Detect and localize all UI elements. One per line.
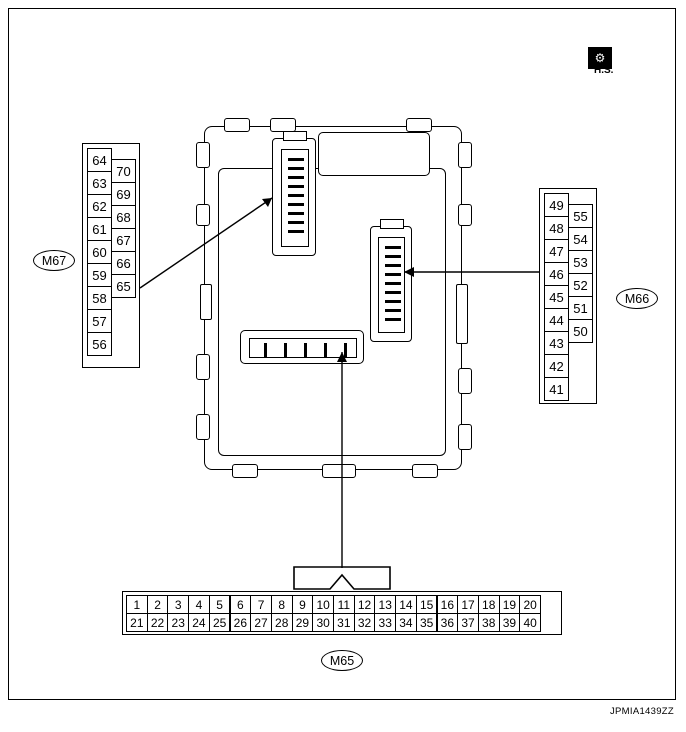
terminal-cell: 12: [354, 595, 376, 614]
terminal-cell: 35: [416, 613, 438, 632]
pin-slot: [344, 343, 347, 357]
terminal-cell: 69: [111, 182, 136, 206]
terminal-cell: 25: [209, 613, 231, 632]
pin-row: [288, 185, 304, 188]
terminal-cell: 50: [568, 319, 593, 343]
terminal-cell: 57: [87, 309, 112, 333]
pin-row: [385, 282, 401, 285]
terminal-cell: 3: [167, 595, 189, 614]
mount-tab: [196, 354, 210, 380]
terminal-cell: 60: [87, 240, 112, 264]
pin-row: [385, 264, 401, 267]
terminal-cell: 42: [544, 354, 569, 378]
ecu-top-panel: [318, 132, 430, 176]
connector-pin-area: [281, 149, 309, 247]
terminal-cell: 39: [499, 613, 521, 632]
terminal-cell: 63: [87, 171, 112, 195]
terminal-cell: 44: [544, 308, 569, 332]
pin-row: [385, 246, 401, 249]
pin-slot: [324, 343, 327, 357]
terminal-cell: 32: [354, 613, 376, 632]
hs-badge: [588, 47, 624, 79]
terminal-cell: 66: [111, 251, 136, 275]
terminal-cell: 16: [437, 595, 459, 614]
terminal-cell: 68: [111, 205, 136, 229]
pin-row: [288, 221, 304, 224]
mount-tab: [456, 284, 468, 344]
connector-port-m65: [240, 330, 364, 364]
harness-connector-glyph: ⚙: [594, 51, 606, 65]
connector-cap: [380, 219, 404, 229]
mount-tab: [232, 464, 258, 478]
terminal-cell: 47: [544, 239, 569, 263]
mount-tab: [412, 464, 438, 478]
terminal-cell: 19: [499, 595, 521, 614]
pin-row: [288, 212, 304, 215]
terminal-cell: 46: [544, 262, 569, 286]
terminal-table-m66: [539, 188, 597, 404]
terminal-cell: 21: [126, 613, 148, 632]
pin-row: [385, 255, 401, 258]
mount-tab: [322, 464, 356, 478]
terminal-cell: 61: [87, 217, 112, 241]
terminal-cell: 59: [87, 263, 112, 287]
terminal-cell: 51: [568, 296, 593, 320]
pin-row: [288, 176, 304, 179]
terminal-cell: 48: [544, 216, 569, 240]
terminal-cell: 52: [568, 273, 593, 297]
ecu-unit-drawing: [196, 118, 472, 478]
terminal-cell: 30: [312, 613, 334, 632]
mount-tab: [224, 118, 250, 132]
terminal-cell: 24: [188, 613, 210, 632]
mount-tab: [458, 368, 472, 394]
terminal-cell: 64: [87, 148, 112, 172]
terminal-cell: 27: [250, 613, 272, 632]
terminal-cell: 45: [544, 285, 569, 309]
terminal-cell: 67: [111, 228, 136, 252]
pin-row: [385, 300, 401, 303]
connector-label-m67: M67: [33, 250, 75, 271]
mount-tab: [196, 204, 210, 226]
terminal-cell: 5: [209, 595, 231, 614]
pin-row: [288, 158, 304, 161]
connector-pin-area: [378, 237, 405, 333]
terminal-cell: 23: [167, 613, 189, 632]
terminal-cell: 9: [292, 595, 314, 614]
terminal-cell: 41: [544, 377, 569, 401]
connector-port-m67: [272, 138, 316, 256]
connector-pin-area: [249, 338, 357, 358]
terminal-cell: 1: [126, 595, 148, 614]
terminal-cell: 18: [478, 595, 500, 614]
terminal-cell: 36: [437, 613, 459, 632]
terminal-cell: 62: [87, 194, 112, 218]
terminal-table-m67: [82, 143, 140, 368]
pin-slot: [264, 343, 267, 357]
terminal-cell: 58: [87, 286, 112, 310]
connector-cap: [283, 131, 307, 141]
terminal-cell: 14: [395, 595, 417, 614]
terminal-cell: 6: [230, 595, 252, 614]
terminal-cell: 26: [230, 613, 252, 632]
pin-row: [288, 167, 304, 170]
pin-row: [385, 291, 401, 294]
pin-row: [385, 309, 401, 312]
terminal-cell: 31: [333, 613, 355, 632]
terminal-cell: 10: [312, 595, 334, 614]
terminal-cell: 54: [568, 227, 593, 251]
pin-row: [288, 230, 304, 233]
terminal-cell: 65: [111, 274, 136, 298]
terminal-cell: 7: [250, 595, 272, 614]
terminal-cell: 8: [271, 595, 293, 614]
terminal-cell: 28: [271, 613, 293, 632]
terminal-cell: 15: [416, 595, 438, 614]
mount-tab: [458, 424, 472, 450]
terminal-cell: 56: [87, 332, 112, 356]
terminal-cell: 2: [147, 595, 169, 614]
pin-row: [385, 273, 401, 276]
terminal-cell: 20: [519, 595, 541, 614]
terminal-cell: 17: [457, 595, 479, 614]
terminal-cell: 40: [519, 613, 541, 632]
terminal-cell: 13: [374, 595, 396, 614]
pin-row: [288, 203, 304, 206]
mount-tab: [458, 204, 472, 226]
terminal-cell: 38: [478, 613, 500, 632]
terminal-cell: 29: [292, 613, 314, 632]
terminal-cell: 55: [568, 204, 593, 228]
hs-label: H.S.: [594, 65, 614, 76]
terminal-table-m65: [122, 591, 562, 635]
terminal-cell: 11: [333, 595, 355, 614]
terminal-cell: 43: [544, 331, 569, 355]
pin-slot: [284, 343, 287, 357]
terminal-cell: 49: [544, 193, 569, 217]
connector-tab-pointer: [292, 565, 392, 591]
terminal-cell: 33: [374, 613, 396, 632]
pin-row: [385, 318, 401, 321]
terminal-cell: 53: [568, 250, 593, 274]
mount-tab: [406, 118, 432, 132]
pin-row: [288, 194, 304, 197]
connector-label-m65: M65: [321, 650, 363, 671]
mount-tab: [270, 118, 296, 132]
connector-label-m66: M66: [616, 288, 658, 309]
figure-code: JPMIA1439ZZ: [609, 706, 674, 717]
terminal-cell: 37: [457, 613, 479, 632]
mount-tab: [196, 414, 210, 440]
connector-port-m66: [370, 226, 412, 342]
terminal-cell: 34: [395, 613, 417, 632]
mount-tab: [200, 284, 212, 320]
terminal-cell: 4: [188, 595, 210, 614]
terminal-cell: 22: [147, 613, 169, 632]
terminal-cell: 70: [111, 159, 136, 183]
pin-slot: [304, 343, 307, 357]
mount-tab: [458, 142, 472, 168]
mount-tab: [196, 142, 210, 168]
